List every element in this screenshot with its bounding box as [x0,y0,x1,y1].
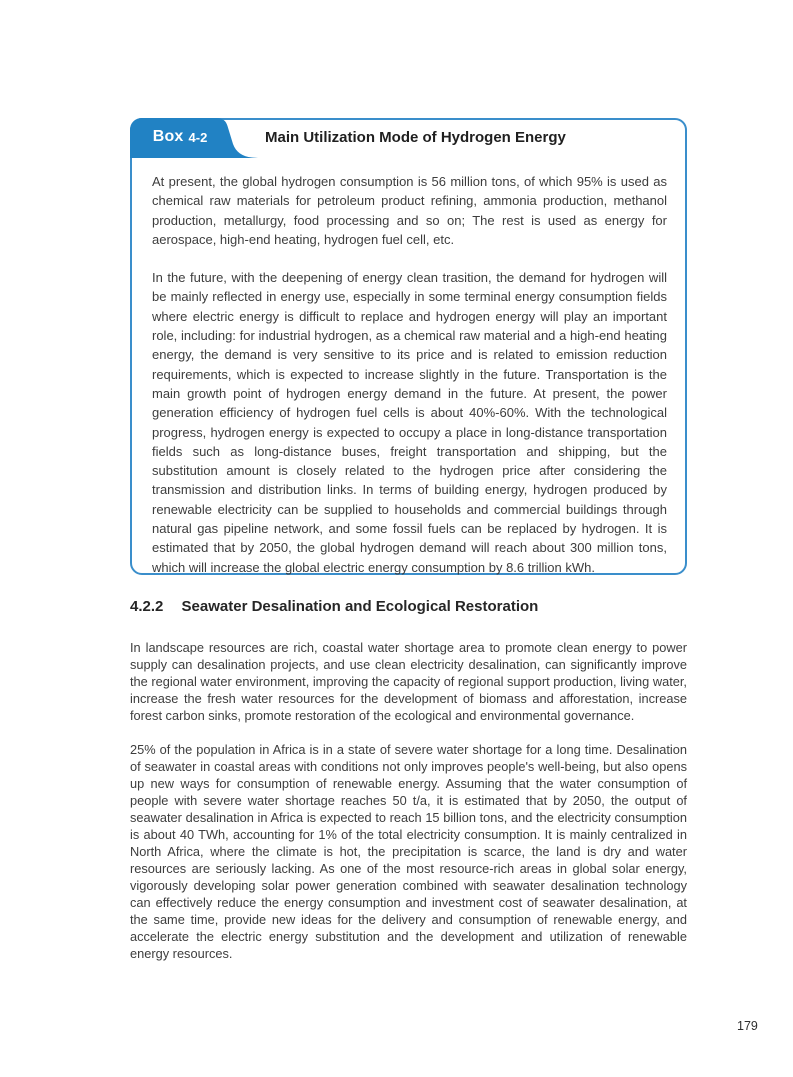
callout-box-4-2 [130,118,687,575]
box-body [132,120,685,577]
box-tag: Box [152,128,184,145]
box-tab [130,118,258,158]
section-title: Seawater Desalination and Ecological Restoration [181,598,539,615]
box-paragraph-2: In the future, with the deepening of energy clean trasition, the demand for hydrogen will be mainly reflected in energy use, especially in some terminal energy consumption fields where electric energy is difficult to replace and hydrogen energy will play an important role, including: for industrial hydrogen, as a chemical raw material and a high-end heating energy, the demand is very sensitive to its price and is related to emission reduction requirements, which is expected to increase slightly in the future. Transportation is the main growth point of hydrogen energy demand in the future. At present, the power generation efficiency of hydrogen fuel cells is about 40%-60%. With the technological progress, hydrogen energy is expected to occupy a place in long-distance transportation fields such as long-distance buses, freight transportation and shipping, but the substitution amount is closely related to the hydrogen price after considering the transmission and distribution links. In terms of building energy, hydrogen produced by renewable electricity can be supplied to households and commercial buildings through natural gas pipeline network, and some fossil fuels can be replaced by hydrogen. It is estimated that by 2050, the global hydrogen demand will reach about 300 million tons, which will increase the global electric energy consumption by 8.6 trillion kWh. [152,270,667,575]
section-heading [130,598,687,615]
section-number: 4.2.2 [130,598,164,615]
box-tab-label [130,118,230,156]
page-number: 179 [737,1019,758,1033]
box-tag-number: 4-2 [188,129,208,145]
body-paragraph-1: In landscape resources are rich, coastal water shortage area to promote clean energy to power supply can desalination projects, and use clean electricity desalination, can significantly improve the regional water environment, improving the capacity of regional support production, living water, increase the fresh water resources for the development of biomass and afforestation, increase forest carbon sinks, promote restoration of the ecological and environmental governance. [130,640,687,723]
body-paragraph-2: 25% of the population in Africa is in a state of severe water shortage for a long time. Desalination of seawater in coastal areas with conditions not only improves people's well-being, but also opens up new ways for consumption of renewable energy. Assuming that the water consumption of people with severe water shortage reaches 50 t/a, it is estimated that by 2050, the output of seawater desalination in Africa is expected to reach 15 billion tons, and the electricity consumption is about 40 TWh, accounting for 1% of the total electricity consumption. It is mainly centralized in North Africa, where the climate is hot, the precipitation is scarce, the land is dry and water resources are seriously lacking. As one of the most resource-rich areas in global solar energy, vigorously developing solar power generation combined with seawater desalination technology can effectively reduce the energy consumption and investment cost of seawater desalination, at the same time, provide new ideas for the delivery and consumption of renewable energy, and accelerate the electric energy substitution and the development and utilization of renewable energy resources. [130,742,687,961]
box-title: Main Utilization Mode of Hydrogen Energy [265,129,566,146]
section-4-2-2 [130,598,687,979]
box-paragraph-1: At present, the global hydrogen consumption is 56 million tons, of which 95% is used as chemical raw materials for petroleum product refining, ammonia production, methanol production, metallurgy, food processing and so on; The rest is used as energy for aerospace, high-end heating, hydrogen fuel cell, etc. [152,174,667,247]
